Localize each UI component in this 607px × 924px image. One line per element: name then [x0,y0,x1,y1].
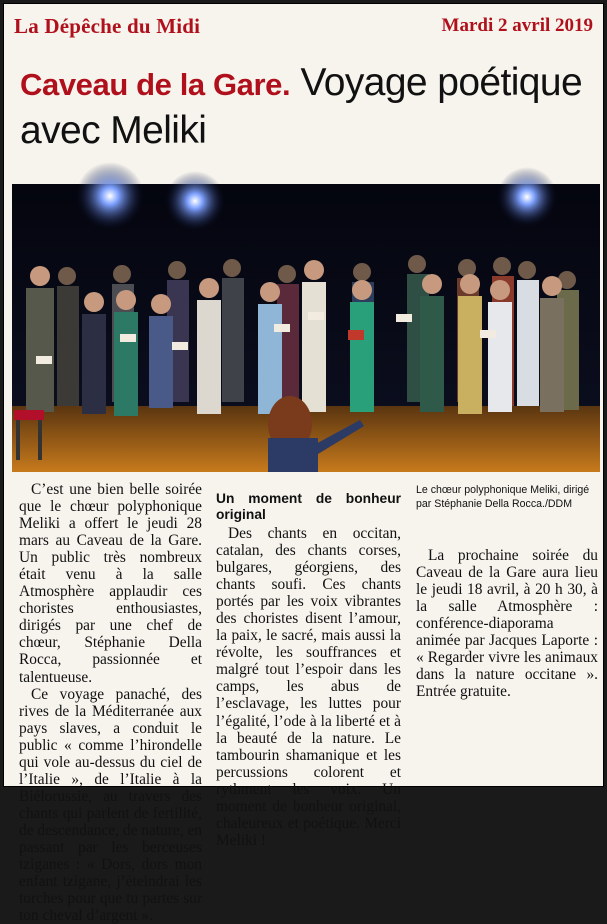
article-paragraph-1: C’est une bien belle soirée que le chœur polyphonique Meliki a offert le jeudi 28 mars au Caveau de la Gare. Un public très nombreux était venu à la salle Atmosphère applaudir ces choristes enthousiastes, dirigés par une chef de chœur, Stéphanie Della Rocca, passionnée et talentueuse. [19,481,202,686]
article-column-3 [416,547,598,700]
headline-title: Voyage poétique avec Meliki [20,61,583,152]
article-paragraph-3: Des chants en occitan, catalan, des chants corses, bulgares, géorgiens, des chants soufi. Ces chants portés par les voix vibrantes des choristes disent l’amour, la paix, le sacré, mais aussi la révolte, les souffrances et malgré tout l’espoir dans les camps, les abus de l’esclavage, les luttes pour l’égalité, l’ode à la liberté et à la beauté de la nature. Le tambourin shamanique et les percussions colorent et rythment les voix. Un moment de bonheur original, chaleureux et poétique. Merci Meliki ! [216,525,401,849]
headline-kicker: Caveau de la Gare. [20,67,291,102]
newspaper-name: La Dépêche du Midi [14,14,201,38]
choir-photo-illustration [12,184,600,472]
headline [20,60,595,154]
article-subhead: Un moment de bonheur original [216,491,401,522]
photo-caption: Le chœur polyphonique Meliki, dirigé par Stéphanie Della Rocca./DDM [416,484,590,510]
publication-date: Mardi 2 avril 2019 [441,15,593,36]
choir-photo [12,184,600,472]
article-column-1 [19,481,202,924]
article-paragraph-2: Ce voyage panaché, des rives de la Méditerranée aux pays slaves, a conduit le public « comme l’hirondelle qui vole au-dessus du ciel de l’Italie », de l’Italie à la Biélorussie, au travers des chants qui parlent de fertilité, de descendance, de nature, en passant par les berceuses tziganes : « Dors, dors mon enfant tzigane, j’éteindrai les torches pour que tu partes sur ton cheval d’argent ». [19,685,202,924]
newspaper-clipping [3,3,604,924]
article-column-2 [216,481,401,849]
article-paragraph-4: La prochaine soirée du Caveau de la Gare aura lieu le jeudi 18 avril, à 20 h 30, à la salle Atmosphère : conférence-diaporama animée par Jacques Laporte : « Regarder vivre les animaux dans la nature occitane ». Entrée gratuite. [416,547,598,701]
